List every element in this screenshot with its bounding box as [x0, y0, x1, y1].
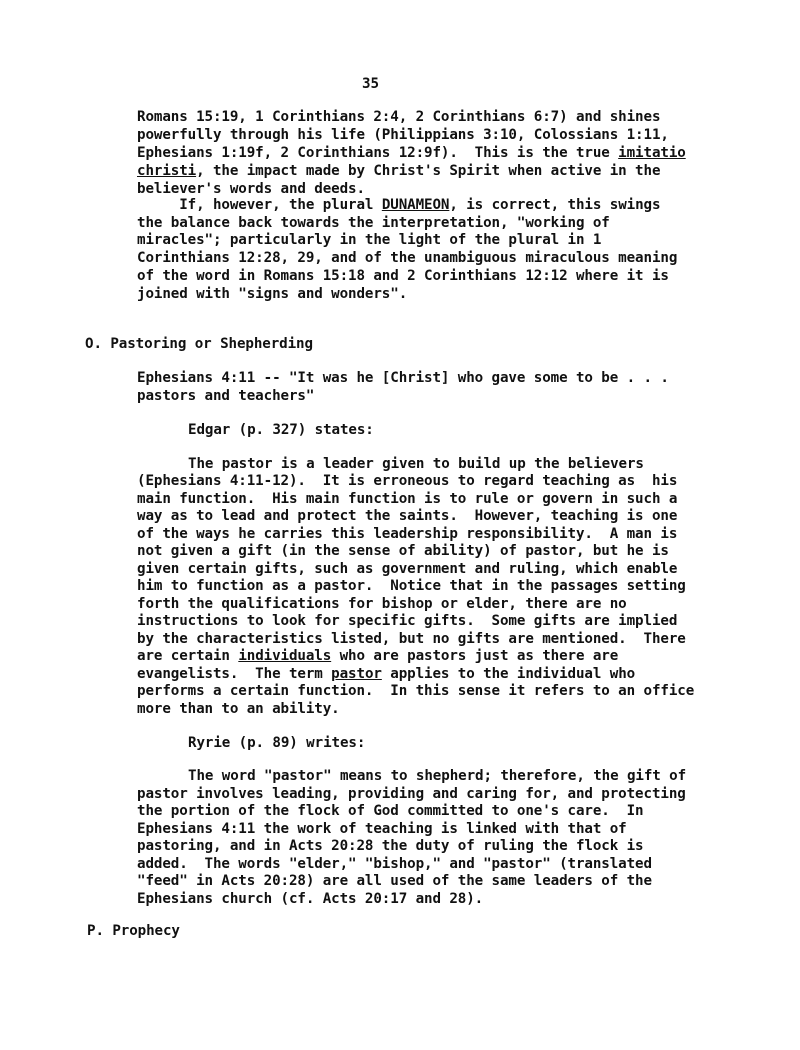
underlined-term: pastor: [331, 666, 382, 682]
edgar-quote-text: applies to the individual who: [381, 666, 636, 682]
ryrie-quote-line: the portion of the flock of God committed to one's care. In: [137, 803, 644, 819]
section-heading-o: O. Pastoring or Shepherding: [85, 336, 313, 352]
edgar-quote-line: by the characteristics listed, but no gifts are mentioned. There: [137, 631, 686, 647]
edgar-quote-line: main function. His main function is to rule or govern in such a: [137, 491, 678, 507]
underlined-term: individuals: [238, 648, 332, 664]
ryrie-quote-line: "feed" in Acts 20:28) are all used of the same leaders of the: [137, 873, 652, 889]
underlined-term: imitatio: [618, 145, 686, 161]
edgar-quote-text: are certain: [137, 648, 239, 664]
verse-line: Ephesians 4:11 -- "It was he [Christ] who gave some to be . . .: [137, 370, 669, 386]
para1-line: believer's words and deeds.: [137, 181, 365, 197]
para2-text: If, however, the plural: [137, 197, 382, 213]
para1-line: Romans 15:19, 1 Corinthians 2:4, 2 Corinthians 6:7) and shines: [137, 109, 661, 125]
edgar-quote-text: who are pastors just as there are: [331, 648, 619, 664]
underlined-term: christi: [137, 163, 197, 179]
edgar-intro: Edgar (p. 327) states:: [188, 422, 374, 438]
edgar-quote-line: him to function as a pastor. Notice that in the passages setting: [137, 578, 686, 594]
edgar-quote-line: forth the qualifications for bishop or elder, there are no: [137, 596, 627, 612]
edgar-quote-line: [137, 647, 618, 665]
para2-line: miracles"; particularly in the light of the plural in 1: [137, 232, 602, 248]
underlined-term: DUNAMEON: [381, 197, 450, 213]
para1-line: [137, 162, 660, 180]
verse-line: pastors and teachers": [137, 388, 315, 404]
edgar-quote-line: of the ways he carries this leadership responsibility. A man is: [137, 526, 678, 542]
ryrie-quote-line: Ephesians 4:11 the work of teaching is linked with that of: [137, 821, 627, 837]
edgar-quote-line: (Ephesians 4:11-12). It is erroneous to regard teaching as his: [137, 473, 678, 489]
ryrie-quote-line: The word "pastor" means to shepherd; therefore, the gift of: [188, 768, 687, 784]
page-number: 35: [362, 76, 379, 92]
ryrie-quote-line: pastor involves leading, providing and caring for, and protecting: [137, 786, 686, 802]
para2-line: of the word in Romans 15:18 and 2 Corinthians 12:12 where it is: [137, 268, 669, 284]
para2-text: , is correct, this swings: [449, 197, 661, 213]
ryrie-intro: Ryrie (p. 89) writes:: [188, 735, 366, 751]
edgar-quote-line: [137, 665, 635, 683]
edgar-quote-line: way as to lead and protect the saints. However, teaching is one: [137, 508, 678, 524]
para2-line: the balance back towards the interpretation, "working of: [137, 215, 610, 231]
ryrie-quote-line: Ephesians church (cf. Acts 20:17 and 28).: [137, 891, 484, 907]
para1-line: powerfully through his life (Philippians 3:10, Colossians 1:11,: [137, 127, 669, 143]
para2-line: Corinthians 12:28, 29, and of the unambiguous miraculous meaning: [137, 250, 678, 266]
edgar-quote-line: given certain gifts, such as government and ruling, which enable: [137, 561, 678, 577]
edgar-quote-text: evangelists. The term: [137, 666, 332, 682]
section-heading-p: P. Prophecy: [87, 923, 180, 939]
para1-line: [137, 144, 686, 162]
edgar-quote-line: more than to an ability.: [137, 701, 340, 717]
para1-text: Ephesians 1:19f, 2 Corinthians 12:9f). This is the true: [137, 145, 619, 161]
edgar-quote-line: performs a certain function. In this sense it refers to an office: [137, 683, 695, 699]
edgar-quote-line: not given a gift (in the sense of ability) of pastor, but he is: [137, 543, 669, 559]
ryrie-quote-line: pastoring, and in Acts 20:28 the duty of ruling the flock is: [137, 838, 644, 854]
para1-text: , the impact made by Christ's Spirit when active in the: [196, 163, 661, 179]
para2-line: joined with "signs and wonders".: [137, 286, 408, 302]
edgar-quote-line: The pastor is a leader given to build up the believers: [188, 456, 644, 472]
para2-line: [137, 196, 660, 214]
edgar-quote-line: instructions to look for specific gifts. Some gifts are implied: [137, 613, 678, 629]
ryrie-quote-line: added. The words "elder," "bishop," and "pastor" (translated: [137, 856, 652, 872]
